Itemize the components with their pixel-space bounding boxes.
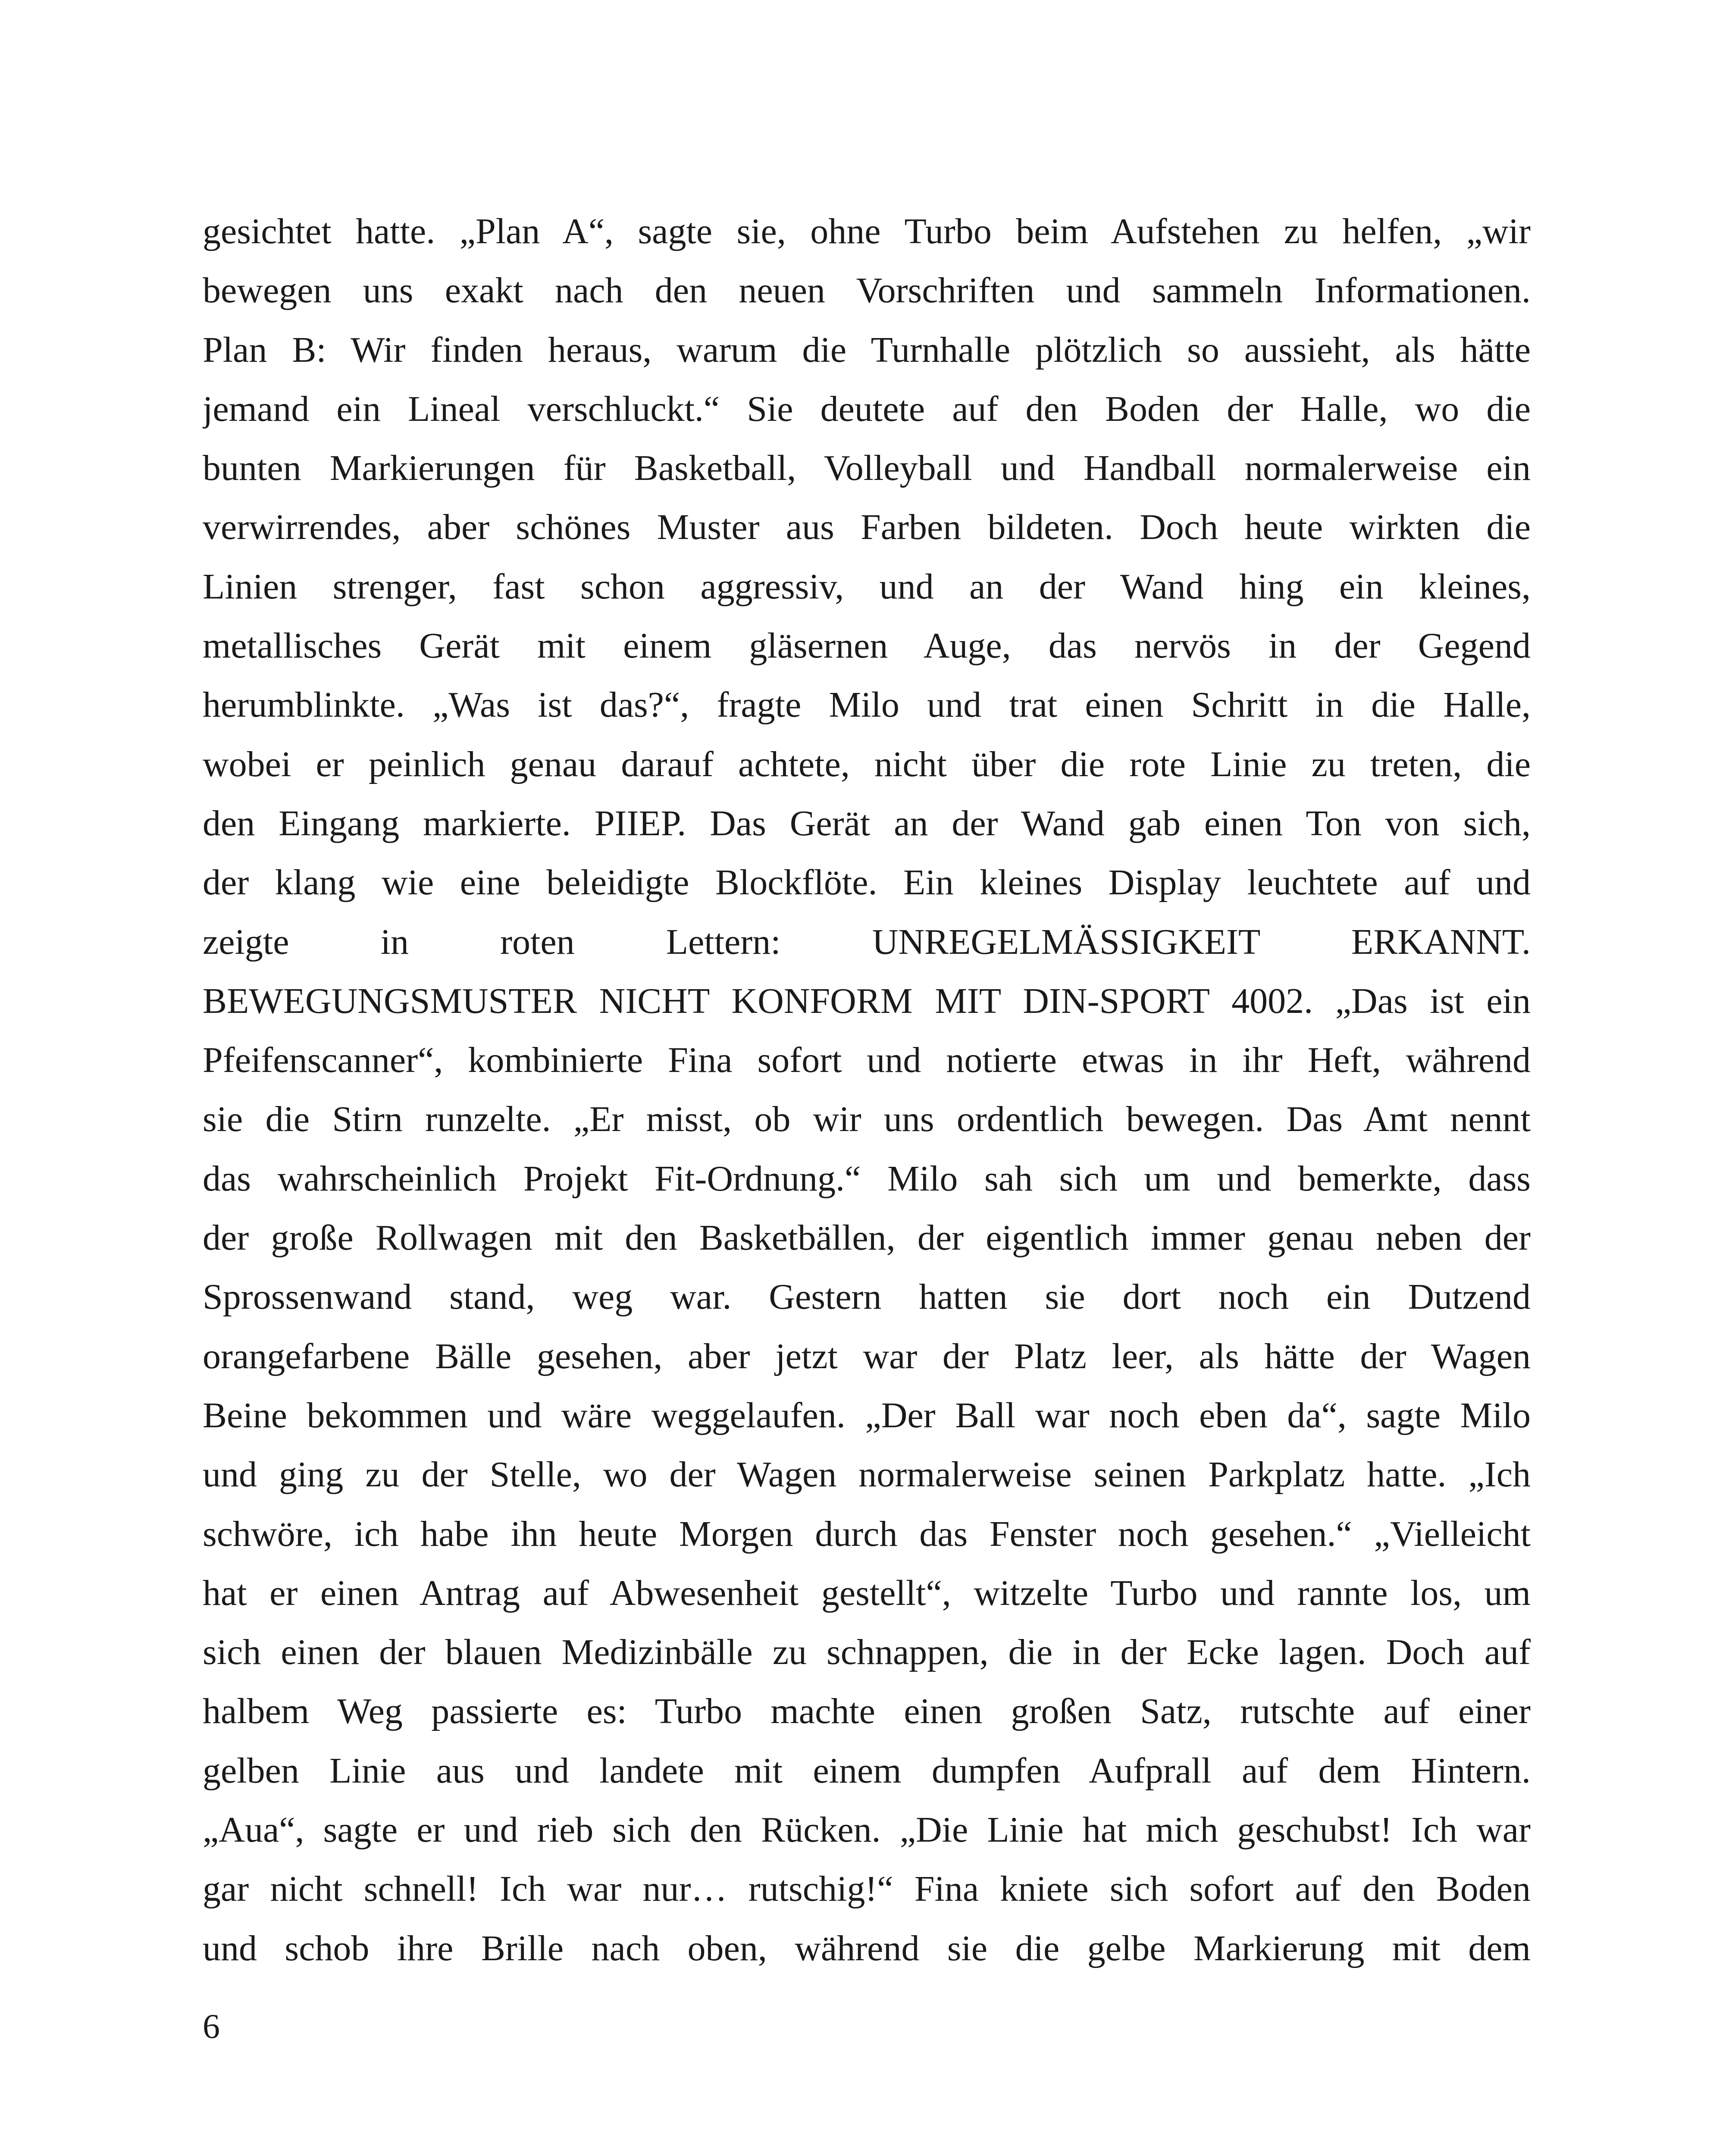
- text-line: und ging zu der Stelle, wo der Wagen normalerweise seinen Parkplatz hatte. „Ich: [203, 1454, 1531, 1495]
- text-line: orangefarbene Bälle gesehen, aber jetzt war der Platz leer, als hätte der Wagen: [203, 1336, 1531, 1376]
- text-line: den Eingang markierte. PIIEP. Das Gerät an der Wand gab einen Ton von sich,: [203, 803, 1531, 843]
- text-line: bunten Markierungen für Basketball, Volleyball und Handball normalerweise ein: [203, 448, 1531, 489]
- text-line: herumblinkte. „Was ist das?“, fragte Milo und trat einen Schritt in die Halle,: [203, 685, 1531, 725]
- text-line: Pfeifenscanner“, kombinierte Fina sofort und notierte etwas in ihr Heft, während: [203, 1040, 1531, 1081]
- text-line: gar nicht schnell! Ich war nur… rutschig!“ Fina kniete sich sofort auf den Boden: [203, 1869, 1531, 1909]
- text-line: gelben Linie aus und landete mit einem dumpfen Aufprall auf dem Hintern.: [203, 1750, 1531, 1791]
- text-line: Plan B: Wir finden heraus, warum die Turnhalle plötzlich so aussieht, als hätte: [203, 329, 1531, 370]
- text-line: der große Rollwagen mit den Basketbällen, der eigentlich immer genau neben der: [203, 1218, 1531, 1258]
- body-text: [203, 202, 1531, 1978]
- text-line: gesichtet hatte. „Plan A“, sagte sie, ohne Turbo beim Aufstehen zu helfen, „wir: [203, 211, 1531, 251]
- text-line: sie die Stirn runzelte. „Er misst, ob wir uns ordentlich bewegen. Das Amt nennt: [203, 1099, 1531, 1140]
- text-line: Sprossenwand stand, weg war. Gestern hatten sie dort noch ein Dutzend: [203, 1277, 1531, 1317]
- text-line: schwöre, ich habe ihn heute Morgen durch das Fenster noch gesehen.“ „Vielleicht: [203, 1514, 1531, 1554]
- text-line: der klang wie eine beleidigte Blockflöte. Ein kleines Display leuchtete auf und: [203, 862, 1531, 903]
- text-line: Linien strenger, fast schon aggressiv, und an der Wand hing ein kleines,: [203, 566, 1531, 607]
- text-line: und schob ihre Brille nach oben, während sie die gelbe Markierung mit dem: [203, 1928, 1531, 1968]
- text-line: das wahrscheinlich Projekt Fit-Ordnung.“ Milo sah sich um und bemerkte, dass: [203, 1158, 1531, 1199]
- text-line: verwirrendes, aber schönes Muster aus Farben bildeten. Doch heute wirkten die: [203, 507, 1531, 548]
- text-line: „Aua“, sagte er und rieb sich den Rücken. „Die Linie hat mich geschubst! Ich war: [203, 1810, 1531, 1850]
- text-line: wobei er peinlich genau darauf achtete, nicht über die rote Linie zu treten, die: [203, 744, 1531, 784]
- text-line: BEWEGUNGSMUSTER NICHT KONFORM MIT DIN-SPORT 4002. „Das ist ein: [203, 981, 1531, 1021]
- text-line: hat er einen Antrag auf Abwesenheit gestellt“, witzelte Turbo und rannte los, um: [203, 1573, 1531, 1613]
- text-line: bewegen uns exakt nach den neuen Vorschriften und sammeln Informationen.: [203, 270, 1531, 311]
- text-line: halbem Weg passierte es: Turbo machte einen großen Satz, rutschte auf einer: [203, 1691, 1531, 1732]
- text-line: metallisches Gerät mit einem gläsernen Auge, das nervös in der Gegend: [203, 626, 1531, 666]
- text-line: jemand ein Lineal verschluckt.“ Sie deutete auf den Boden der Halle, wo die: [203, 389, 1531, 429]
- text-line: zeigte in roten Lettern: UNREGELMÄSSIGKEIT ERKANNT.: [203, 921, 1531, 962]
- text-line: Beine bekommen und wäre weggelaufen. „Der Ball war noch eben da“, sagte Milo: [203, 1395, 1531, 1435]
- page-number: 6: [203, 2008, 220, 2046]
- text-line: sich einen der blauen Medizinbälle zu schnappen, die in der Ecke lagen. Doch auf: [203, 1632, 1531, 1673]
